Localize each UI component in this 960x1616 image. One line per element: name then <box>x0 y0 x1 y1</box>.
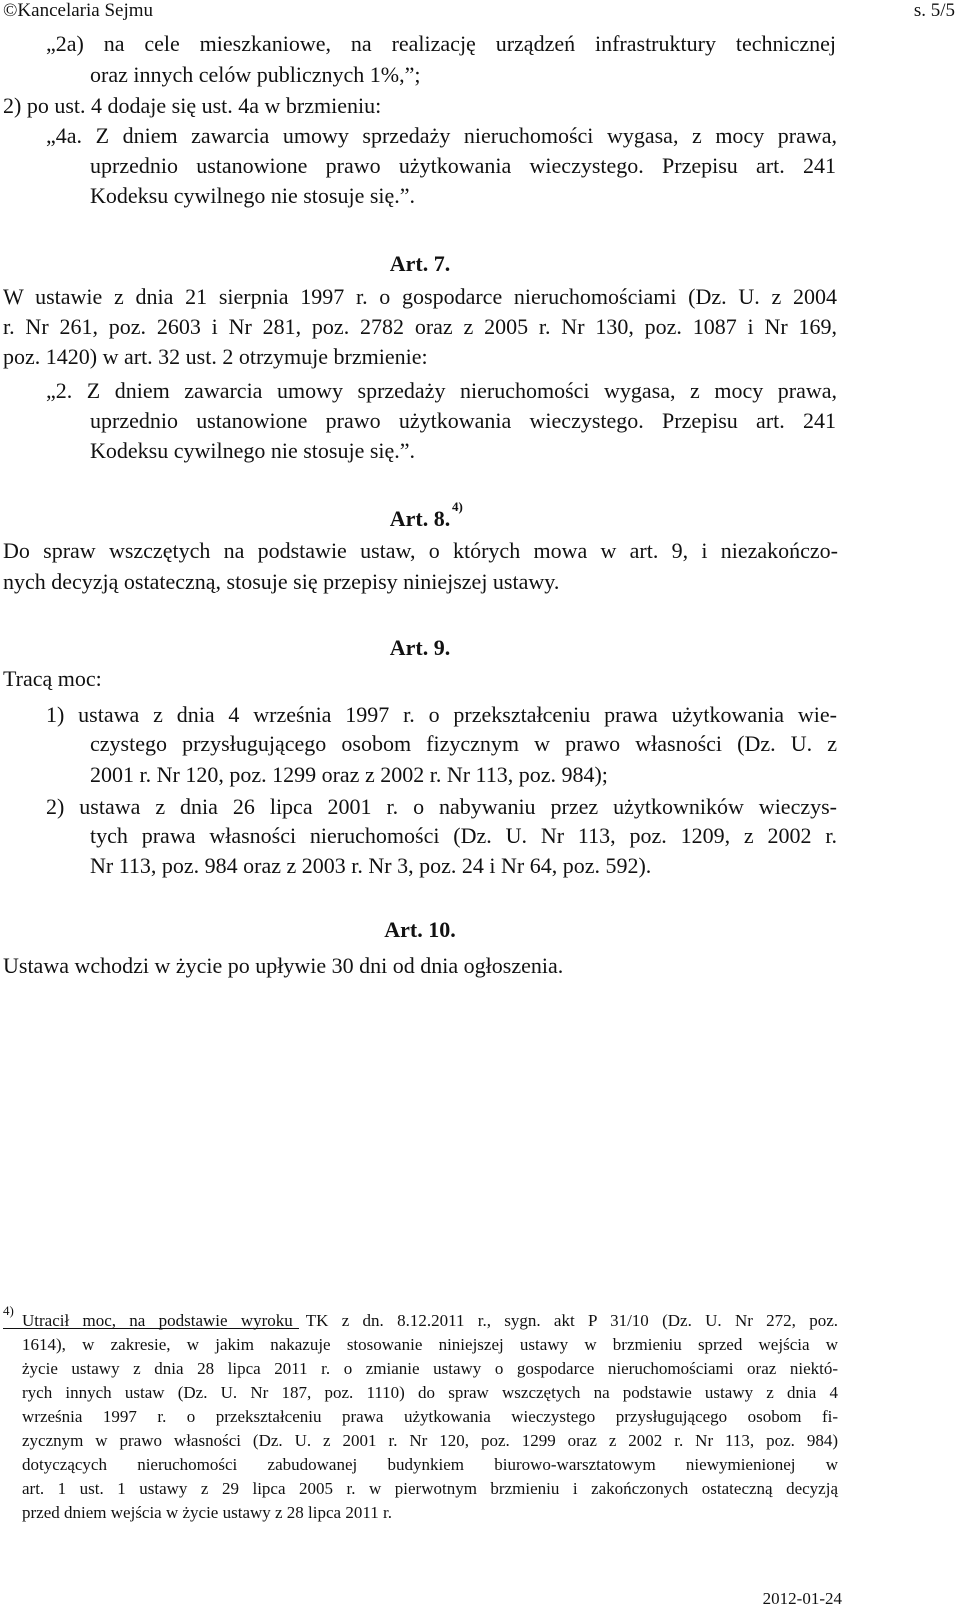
text-line: czystego przysługującego osobom fizycznym w prawo własności (Dz. U. z <box>90 731 837 756</box>
text-line: nych decyzją ostateczną, stosuje się przepisy niniejszej ustawy. <box>3 569 560 594</box>
text-line: uprzednio ustanowione prawo użytkowania wieczystego. Przepisu art. 241 <box>90 408 836 433</box>
document-date: 2012-01-24 <box>762 1589 842 1608</box>
text-line: „4a. Z dniem zawarcia umowy sprzedaży nieruchomości wygasa, z mocy prawa, <box>46 123 837 148</box>
text-line: Kodeksu cywilnego nie stosuje się.”. <box>90 438 416 463</box>
page-number: s. 5/5 <box>913 0 955 21</box>
text-line: W ustawie z dnia 21 sierpnia 1997 r. o gospodarce nieruchomościami (Dz. U. z 2004 <box>3 284 837 309</box>
text-line: Ustawa wchodzi w życie po upływie 30 dni od dnia ogłoszenia. <box>3 953 564 978</box>
article-10-heading: Art. 10. <box>384 917 456 942</box>
text-line: 2001 r. Nr 120, poz. 1299 oraz z 2002 r. Nr 113, poz. 984); <box>90 762 608 787</box>
text-line: poz. 1420) w art. 32 ust. 2 otrzymuje brzmienie: <box>3 344 428 369</box>
text-line: 2) ustawa z dnia 26 lipca 2001 r. o nabywaniu przez użytkowników wieczys- <box>46 794 837 819</box>
footnote-line: dotyczących nieruchomości zabudowanej budynkiem biurowo-warsztatowym niewymienionej w <box>22 1455 838 1474</box>
header-source: ©Kancelaria Sejmu <box>3 0 154 21</box>
footnote-marker: 4) <box>3 1303 14 1318</box>
footnote-line: rych innych ustaw (Dz. U. Nr 187, poz. 1110) do spraw wszczętych na podstawie ustawy z dnia 4 <box>22 1383 838 1402</box>
text-line: Kodeksu cywilnego nie stosuje się.”. <box>90 183 416 208</box>
text-line: r. Nr 261, poz. 2603 i Nr 281, poz. 2782 oraz z 2005 r. Nr 130, poz. 1087 i Nr 169, <box>3 314 837 339</box>
text-line: 1) ustawa z dnia 4 września 1997 r. o przekształceniu prawa użytkowania wie- <box>46 702 837 727</box>
footnote-line: 1614), w zakresie, w jakim nakazuje stosowanie niniejszej ustawy w brzmieniu sprzed wejścia w <box>22 1335 838 1354</box>
text-line: 2) po ust. 4 dodaje się ust. 4a w brzmieniu: <box>3 93 382 118</box>
footnote-line: życie ustawy z dnia 28 lipca 2011 r. o zmianie ustawy o gospodarce nieruchomościami oraz niektó- <box>22 1359 838 1378</box>
text-line: Tracą moc: <box>3 666 102 691</box>
footnote-line: zycznym w prawo własności (Dz. U. z 2001 r. Nr 120, poz. 1299 oraz z 2002 r. Nr 113, poz. 984) <box>22 1431 838 1450</box>
text-line: „2a) na cele mieszkaniowe, na realizację urządzeń infrastruktury technicznej <box>46 31 836 56</box>
article-8-heading: Art. 8. <box>389 506 451 531</box>
footnote-line: września 1997 r. o przekształceniu prawa użytkowania wieczystego przysługującego osobom fi- <box>22 1407 838 1426</box>
footnote-line: art. 1 ust. 1 ustawy z 29 lipca 2005 r. w pierwotnym brzmieniu i zakończonych ostateczną decyzją <box>22 1479 838 1498</box>
text-line: „2. Z dniem zawarcia umowy sprzedaży nieruchomości wygasa, z mocy prawa, <box>46 378 837 403</box>
text-line: tych prawa własności nieruchomości (Dz. U. Nr 113, poz. 1209, z 2002 r. <box>90 823 837 848</box>
article-7-heading: Art. 7. <box>389 251 451 276</box>
text-line: uprzednio ustanowione prawo użytkowania wieczystego. Przepisu art. 241 <box>90 153 836 178</box>
text-line: Nr 113, poz. 984 oraz z 2003 r. Nr 3, poz. 24 i Nr 64, poz. 592). <box>90 853 652 878</box>
footnote-line: Utracił moc, na podstawie wyroku TK z dn. 8.12.2011 r., sygn. akt P 31/10 (Dz. U. Nr 272, poz. <box>22 1311 838 1330</box>
text-line: Do spraw wszczętych na podstawie ustaw, o których mowa w art. 9, i niezakończo- <box>3 538 838 563</box>
footnote-line: przed dniem wejścia w życie ustawy z 28 lipca 2011 r. <box>22 1503 392 1522</box>
article-9-heading: Art. 9. <box>389 635 451 660</box>
text-line: oraz innych celów publicznych 1%,”; <box>90 62 421 87</box>
footnote-reference: 4) <box>452 499 463 514</box>
